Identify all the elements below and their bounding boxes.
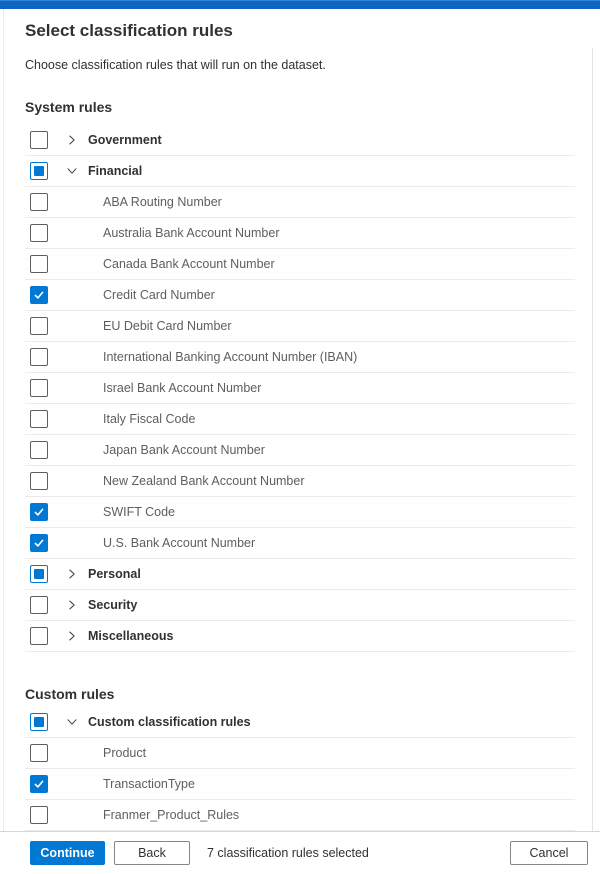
dialog-accent-bar <box>0 0 600 9</box>
rule-label: Personal <box>88 567 141 581</box>
rule-checkbox[interactable] <box>30 131 48 149</box>
rule-row-government[interactable] <box>25 125 575 156</box>
rule-label: SWIFT Code <box>103 505 176 519</box>
rule-checkbox[interactable] <box>30 503 48 521</box>
rule-checkbox[interactable] <box>30 379 48 397</box>
rule-label: Israel Bank Account Number <box>103 381 262 395</box>
chevron-icon[interactable] <box>64 714 80 730</box>
indeterminate-square-icon <box>34 717 44 727</box>
chevron-right-icon <box>65 133 79 147</box>
rule-checkbox[interactable] <box>30 348 48 366</box>
rule-label: EU Debit Card Number <box>103 319 232 333</box>
checkmark-icon <box>33 506 45 518</box>
rule-row-credit-card-number[interactable] <box>25 280 575 311</box>
rule-label: U.S. Bank Account Number <box>103 536 256 550</box>
selected-count-status: 7 classification rules selected <box>207 846 369 860</box>
rule-checkbox[interactable] <box>30 317 48 335</box>
rule-label: Franmer_Product_Rules <box>103 808 240 822</box>
chevron-icon[interactable] <box>64 628 80 644</box>
cancel-button[interactable]: Cancel <box>510 841 588 865</box>
rule-row-australia-bank-account-number[interactable] <box>25 218 575 249</box>
chevron-right-icon <box>65 629 79 643</box>
rule-checkbox[interactable] <box>30 441 48 459</box>
rule-label: Credit Card Number <box>103 288 215 302</box>
chevron-down-icon <box>65 164 79 178</box>
system-rules-section <box>25 98 575 652</box>
rules-list <box>25 707 575 831</box>
rule-row-eu-debit-card-number[interactable] <box>25 311 575 342</box>
rule-row-swift-code[interactable] <box>25 497 575 528</box>
rule-checkbox[interactable] <box>30 286 48 304</box>
continue-button[interactable]: Continue <box>30 841 105 865</box>
rule-row-u-s-bank-account-number[interactable] <box>25 528 575 559</box>
rule-label: Custom classification rules <box>88 715 251 729</box>
chevron-down-icon <box>65 715 79 729</box>
rule-row-custom-classification-rules[interactable] <box>25 707 575 738</box>
checkmark-icon <box>33 778 45 790</box>
chevron-right-icon <box>65 567 79 581</box>
checkmark-icon <box>33 537 45 549</box>
rule-label: ABA Routing Number <box>103 195 222 209</box>
rule-checkbox[interactable] <box>30 534 48 552</box>
page-subtitle: Choose classification rules that will run on the dataset. <box>25 58 326 72</box>
page-title: Select classification rules <box>25 21 233 40</box>
rule-label: Australia Bank Account Number <box>103 226 280 240</box>
rule-checkbox[interactable] <box>30 162 48 180</box>
dialog-left-edge <box>3 9 4 874</box>
rule-row-miscellaneous[interactable] <box>25 621 575 652</box>
rule-row-transactiontype[interactable] <box>25 769 575 800</box>
rule-row-financial[interactable] <box>25 156 575 187</box>
rule-label: New Zealand Bank Account Number <box>103 474 305 488</box>
rule-row-italy-fiscal-code[interactable] <box>25 404 575 435</box>
rule-checkbox[interactable] <box>30 255 48 273</box>
chevron-right-icon <box>65 598 79 612</box>
rule-row-international-banking-account-number-iban-[interactable] <box>25 342 575 373</box>
section-heading: Custom rules <box>25 686 115 702</box>
custom-rules-section <box>25 685 575 831</box>
back-button[interactable]: Back <box>114 841 190 865</box>
rule-checkbox[interactable] <box>30 193 48 211</box>
dialog-content <box>0 20 600 831</box>
rule-checkbox[interactable] <box>30 410 48 428</box>
rule-checkbox[interactable] <box>30 224 48 242</box>
chevron-icon[interactable] <box>64 566 80 582</box>
rule-label: Italy Fiscal Code <box>103 412 196 426</box>
indeterminate-square-icon <box>34 166 44 176</box>
rule-row-new-zealand-bank-account-number[interactable] <box>25 466 575 497</box>
rule-label: TransactionType <box>103 777 195 791</box>
rule-checkbox[interactable] <box>30 806 48 824</box>
rule-label: Product <box>103 746 147 760</box>
rule-row-israel-bank-account-number[interactable] <box>25 373 575 404</box>
rule-label: International Banking Account Number (IBAN) <box>103 350 358 364</box>
rule-row-canada-bank-account-number[interactable] <box>25 249 575 280</box>
chevron-icon[interactable] <box>64 597 80 613</box>
rule-row-aba-routing-number[interactable] <box>25 187 575 218</box>
rule-row-japan-bank-account-number[interactable] <box>25 435 575 466</box>
rule-row-franmer-product-rules[interactable] <box>25 800 575 831</box>
rule-label: Miscellaneous <box>88 629 174 643</box>
rule-checkbox[interactable] <box>30 596 48 614</box>
rule-row-security[interactable] <box>25 590 575 621</box>
rule-checkbox[interactable] <box>30 775 48 793</box>
dialog-footer <box>0 831 600 874</box>
chevron-icon[interactable] <box>64 132 80 148</box>
rule-label: Government <box>88 133 162 147</box>
rules-list <box>25 125 575 652</box>
rule-label: Japan Bank Account Number <box>103 443 265 457</box>
chevron-icon[interactable] <box>64 163 80 179</box>
checkmark-icon <box>33 289 45 301</box>
rule-row-personal[interactable] <box>25 559 575 590</box>
rule-checkbox[interactable] <box>30 627 48 645</box>
rule-label: Security <box>88 598 138 612</box>
section-heading: System rules <box>25 99 113 115</box>
rule-checkbox[interactable] <box>30 713 48 731</box>
rule-checkbox[interactable] <box>30 744 48 762</box>
rule-checkbox[interactable] <box>30 565 48 583</box>
rule-row-product[interactable] <box>25 738 575 769</box>
rule-label: Financial <box>88 164 143 178</box>
rule-checkbox[interactable] <box>30 472 48 490</box>
indeterminate-square-icon <box>34 569 44 579</box>
rule-label: Canada Bank Account Number <box>103 257 275 271</box>
dialog-right-edge <box>592 48 593 874</box>
